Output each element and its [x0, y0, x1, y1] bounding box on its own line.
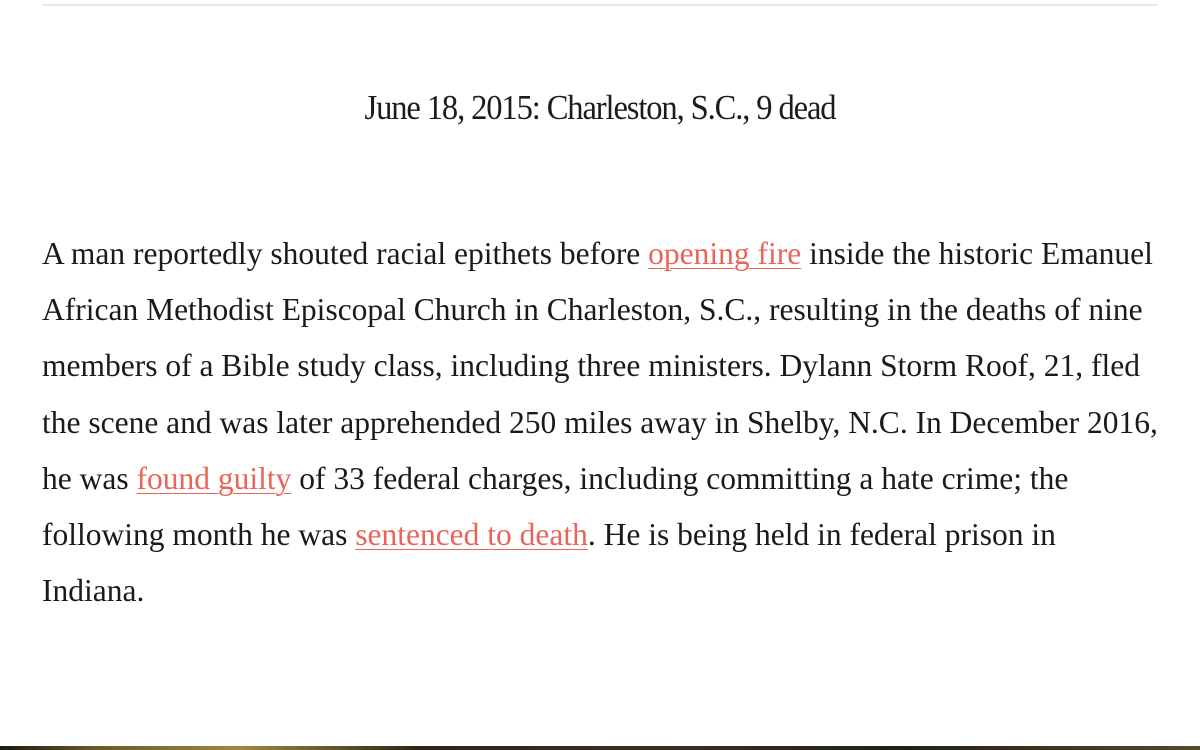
body-text-1: A man reportedly shouted racial epithets before [42, 236, 649, 271]
body-text-4: . He is being held in federal prison in Indiana. [42, 517, 1056, 609]
sentenced-to-death-link[interactable]: sentenced to death [355, 517, 588, 553]
top-divider [42, 4, 1158, 6]
found-guilty-link[interactable]: found guilty [136, 460, 292, 496]
opening-fire-link[interactable]: opening fire [648, 236, 802, 271]
bottom-image-edge [0, 746, 1200, 750]
article-heading: June 18, 2015: Charleston, S.C., 9 dead [364, 88, 836, 127]
article-body [42, 226, 1162, 619]
body-text-2: inside the historic Emanuel African Methodist Episcopal Church in Charleston, S.C., resulting in the deaths of nine members of a Bible study class, including three ministers. Dylann Storm Roof, 21, fled the scene and was later apprehended 250 miles away in Shelby, N.C. In December 2016, he was [42, 236, 1158, 496]
body-text-3: of 33 federal charges, including committing a hate crime; the following month he was [42, 460, 1069, 553]
